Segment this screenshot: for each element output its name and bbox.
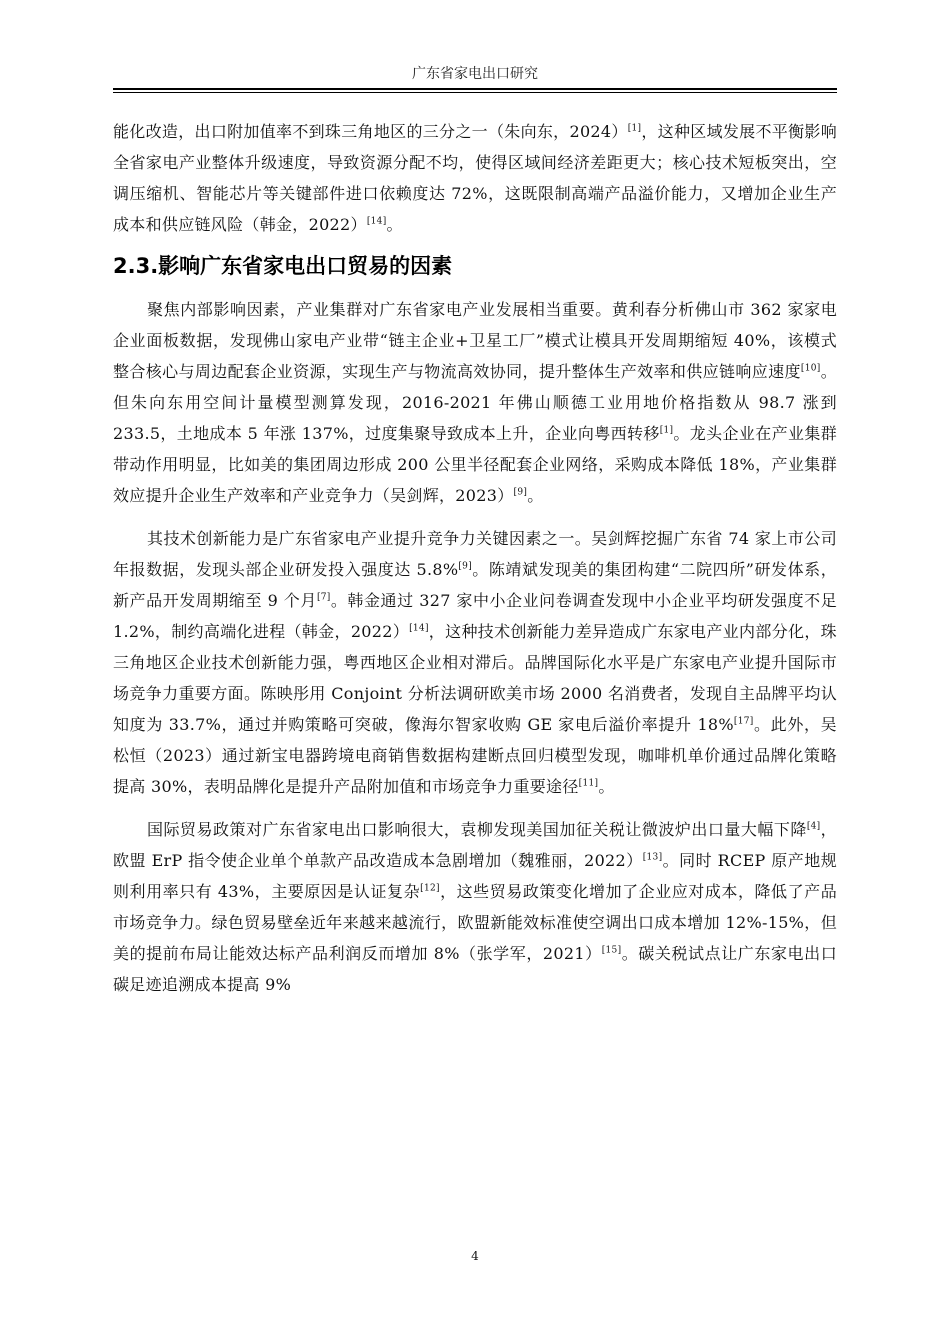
- paragraph-text: ，欧盟 ErP 指令使企业单个单款产品改造成本急剧增加（魏雅丽，2022）: [113, 820, 837, 870]
- citation-ref: [14]: [366, 216, 387, 227]
- paragraph-text: 国际贸易政策对广东省家电出口影响很大，袁柳发现美国加征关税让微波炉出口量大幅下降: [147, 820, 807, 839]
- citation-ref: [7]: [316, 592, 331, 603]
- paragraph-text: 。陈靖斌发现美的集团构建“二院四所”研发体系，新产品开发周期缩至 9 个月: [113, 560, 837, 610]
- citation-ref: [1]: [659, 425, 674, 436]
- paragraph-text: 。但朱向东用空间计量模型测算发现，2016-2021 年佛山顺德工业用地价格指数从 98.7 涨到 233.5，土地成本 5 年涨 137%，过度集聚导致成本上升，企业向粤西转移: [113, 362, 837, 443]
- citation-ref: [9]: [513, 487, 528, 498]
- citation-ref: [9]: [458, 561, 473, 572]
- page-number: 4: [471, 1249, 479, 1263]
- paragraph-industrial-cluster: [113, 294, 837, 511]
- citation-ref: [13]: [642, 852, 663, 863]
- paragraph-text: ，这种区域发展不平衡影响全省家电产业整体升级速度，导致资源分配不均，使得区域间经济差距更大；核心技术短板突出，空调压缩机、智能芯片等关键部件进口依赖度达 72%，这既限制高端产品溢价能力，又增加企业生产成本和供应链风险（韩金，2022）: [113, 122, 837, 234]
- paragraph-text: 其技术创新能力是广东省家电产业提升竞争力关键因素之一。吴剑辉挖掘广东省 74 家上市公司年报数据，发现头部企业研发投入强度达 5.8%: [113, 529, 837, 579]
- citation-ref: [10]: [800, 363, 821, 374]
- section-heading: 2.3.影响广东省家电出口贸易的因素: [113, 254, 453, 278]
- citation-ref: [4]: [806, 821, 821, 832]
- paragraph-text: 。龙头企业在产业集群带动作用明显，比如美的集团周边形成 200 公里半径配套企业网络，采购成本降低 18%，产业集群效应提升企业生产效率和产业竞争力（吴剑辉，2023）: [113, 424, 837, 505]
- paragraph-text: 。: [386, 215, 403, 234]
- paragraph-continued: [113, 116, 837, 240]
- citation-ref: [14]: [409, 623, 429, 634]
- paragraph-text: 。此外，吴松恒（2023）通过新宝电器跨境电商销售数据构建断点回归模型发现，咖啡机单价通过品牌化策略提高 30%，表明品牌化是提升产品附加值和市场竞争力重要途径: [113, 715, 837, 796]
- paragraph-text: ，这些贸易政策变化增加了企业应对成本，降低了产品市场竞争力。绿色贸易壁垒近年来越来越流行，欧盟新能效标准使空调出口成本增加 12%-15%，但美的提前布局让能效达标产品利润反而增加 8%（张学军，2021）: [113, 882, 838, 963]
- paragraph-text: 。同时 RCEP 原产地规则利用率只有 43%，主要原因是认证复杂: [113, 851, 837, 901]
- paragraph-text: 。韩金通过 327 家中小企业问卷调查发现中小企业平均研发强度不足 1.2%，制约高端化进程（韩金，2022）: [113, 591, 837, 641]
- paragraph-text: 。: [527, 486, 544, 505]
- citation-ref: [11]: [578, 778, 599, 789]
- header-rule-thin: [113, 92, 837, 93]
- citation-ref: [12]: [420, 883, 440, 894]
- paragraph-trade-policy: [113, 814, 837, 1000]
- paragraph-text: 。: [598, 777, 615, 796]
- paragraph-text: 能化改造，出口附加值率不到珠三角地区的三分之一（朱向东，2024）: [113, 122, 628, 141]
- paragraph-text: 。碳关税试点让广东家电出口碳足迹追溯成本提高 9%: [113, 944, 837, 994]
- citation-ref: [17]: [733, 716, 754, 727]
- running-header: 广东省家电出口研究: [412, 66, 538, 82]
- header-rule: [113, 88, 837, 90]
- paragraph-technology-innovation: [113, 523, 837, 802]
- paragraph-text: 聚焦内部影响因素，产业集群对广东省家电产业发展相当重要。黄利春分析佛山市 362 家家电企业面板数据，发现佛山家电产业带“链主企业+卫星工厂”模式让模具开发周期缩短 40%，该模式整合核心与周边配套企业资源，实现生产与物流高效协同，提升整体生产效率和供应链响应速度: [113, 300, 837, 381]
- paragraph-text: ，这种技术创新能力差异造成广东家电产业内部分化，珠三角地区企业技术创新能力强，粤西地区企业相对滞后。品牌国际化水平是广东家电产业提升国际市场竞争力重要方面。陈映彤用 Conjoint 分析法调研欧美市场 2000 名消费者，发现自主品牌平均认知度为 33.7%，通过并购策略可突破，像海尔智家收购 GE 家电后溢价率提升 18%: [113, 622, 837, 734]
- document-body: [113, 116, 837, 1012]
- citation-ref: [15]: [601, 945, 622, 956]
- citation-ref: [1]: [627, 123, 642, 134]
